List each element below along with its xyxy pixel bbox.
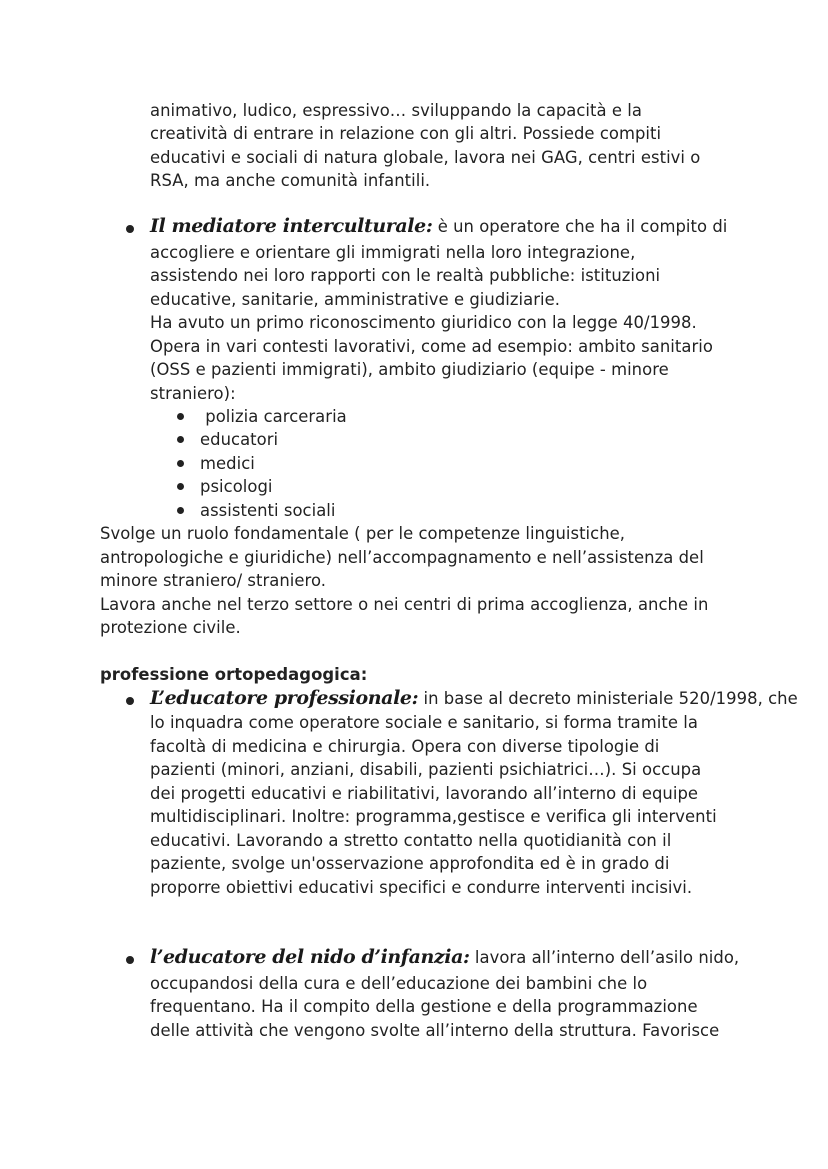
paragraph-line: protezione civile. bbox=[100, 618, 241, 637]
educatore-professionale-line: paziente, svolge un'osservazione approfondita ed è in grado di bbox=[150, 854, 670, 873]
educatore-professionale-line: multidisciplinari. Inoltre: programma,gestisce e verifica gli interventi bbox=[150, 807, 717, 826]
educatore-professionale-line: educativi. Lavorando a stretto contatto nella quotidianità con il bbox=[150, 831, 672, 850]
educatore-professionale-line: pazienti (minori, anziani, disabili, pazienti psichiatrici…). Si occupa bbox=[150, 760, 702, 779]
paragraph-line: Lavora anche nel terzo settore o nei centri di prima accoglienza, anche in bbox=[100, 595, 709, 614]
bullet-icon bbox=[177, 483, 184, 490]
bullet-icon bbox=[177, 460, 184, 467]
bullet-icon bbox=[126, 956, 134, 964]
educatore-nido-first-line bbox=[150, 946, 739, 969]
bullet-icon bbox=[126, 697, 134, 705]
mediatore-line: educative, sanitarie, amministrative e giudiziarie. bbox=[150, 290, 561, 309]
mediatore-term: Il mediatore interculturale: bbox=[150, 215, 433, 237]
mediatore-line: straniero): bbox=[150, 384, 236, 403]
educatore-professionale-line: dei progetti educativi e riabilitativi, lavorando all’interno di equipe bbox=[150, 784, 699, 803]
educatore-professionale-first-line bbox=[150, 687, 798, 710]
bullet-icon bbox=[177, 507, 184, 514]
bullet-icon bbox=[126, 225, 134, 233]
intro-line: animativo, ludico, espressivo… sviluppando la capacità e la bbox=[150, 101, 642, 120]
mediatore-first-line bbox=[150, 215, 727, 238]
educatore-nido-line: delle attività che vengono svolte all’interno della struttura. Favorisce bbox=[150, 1021, 720, 1040]
mediatore-line: Opera in vari contesti lavorativi, come ad esempio: ambito sanitario bbox=[150, 337, 713, 356]
sub-list-item: polizia carceraria bbox=[200, 407, 347, 426]
educatore-professionale-line: lo inquadra come operatore sociale e sanitario, si forma tramite la bbox=[150, 713, 698, 732]
educatore-professionale-line: facoltà di medicina e chirurgia. Opera con diverse tipologie di bbox=[150, 737, 660, 756]
intro-line: creatività di entrare in relazione con gli altri. Possiede compiti bbox=[150, 124, 662, 143]
educatore-nido-line: frequentano. Ha il compito della gestione e della programmazione bbox=[150, 997, 698, 1016]
intro-line: RSA, ma anche comunità infantili. bbox=[150, 171, 431, 190]
sub-list-item: educatori bbox=[200, 430, 279, 449]
educatore-professionale-line: proporre obiettivi educativi specifici e condurre interventi incisivi. bbox=[150, 878, 693, 897]
sub-list-item: assistenti sociali bbox=[200, 501, 336, 520]
section-heading: professione ortopedagogica: bbox=[100, 665, 368, 684]
bullet-icon bbox=[177, 413, 184, 420]
intro-line: educativi e sociali di natura globale, lavora nei GAG, centri estivi o bbox=[150, 148, 701, 167]
mediatore-first-line-text: è un operatore che ha il compito di bbox=[432, 217, 728, 236]
mediatore-line: accogliere e orientare gli immigrati nella loro integrazione, bbox=[150, 243, 636, 262]
paragraph-line: minore straniero/ straniero. bbox=[100, 571, 327, 590]
paragraph-line: antropologiche e giuridiche) nell’accompagnamento e nell’assistenza del bbox=[100, 548, 704, 567]
mediatore-line: Ha avuto un primo riconoscimento giuridico con la legge 40/1998. bbox=[150, 313, 697, 332]
educatore-professionale-first-line-text: in base al decreto ministeriale 520/1998, che bbox=[418, 689, 798, 708]
educatore-professionale-term: L’educatore professionale: bbox=[150, 687, 419, 709]
educatore-nido-term: l’educatore del nido d’infanzia: bbox=[150, 946, 470, 968]
paragraph-line: Svolge un ruolo fondamentale ( per le competenze linguistiche, bbox=[100, 524, 626, 543]
mediatore-line: assistendo nei loro rapporti con le realtà pubbliche: istituzioni bbox=[150, 266, 661, 285]
sub-list-item: psicologi bbox=[200, 477, 273, 496]
bullet-icon bbox=[177, 436, 184, 443]
educatore-nido-line: occupandosi della cura e dell’educazione dei bambini che lo bbox=[150, 974, 648, 993]
educatore-nido-first-line-text: lavora all’interno dell’asilo nido, bbox=[469, 948, 740, 967]
mediatore-line: (OSS e pazienti immigrati), ambito giudiziario (equipe - minore bbox=[150, 360, 669, 379]
sub-list-item: medici bbox=[200, 454, 255, 473]
